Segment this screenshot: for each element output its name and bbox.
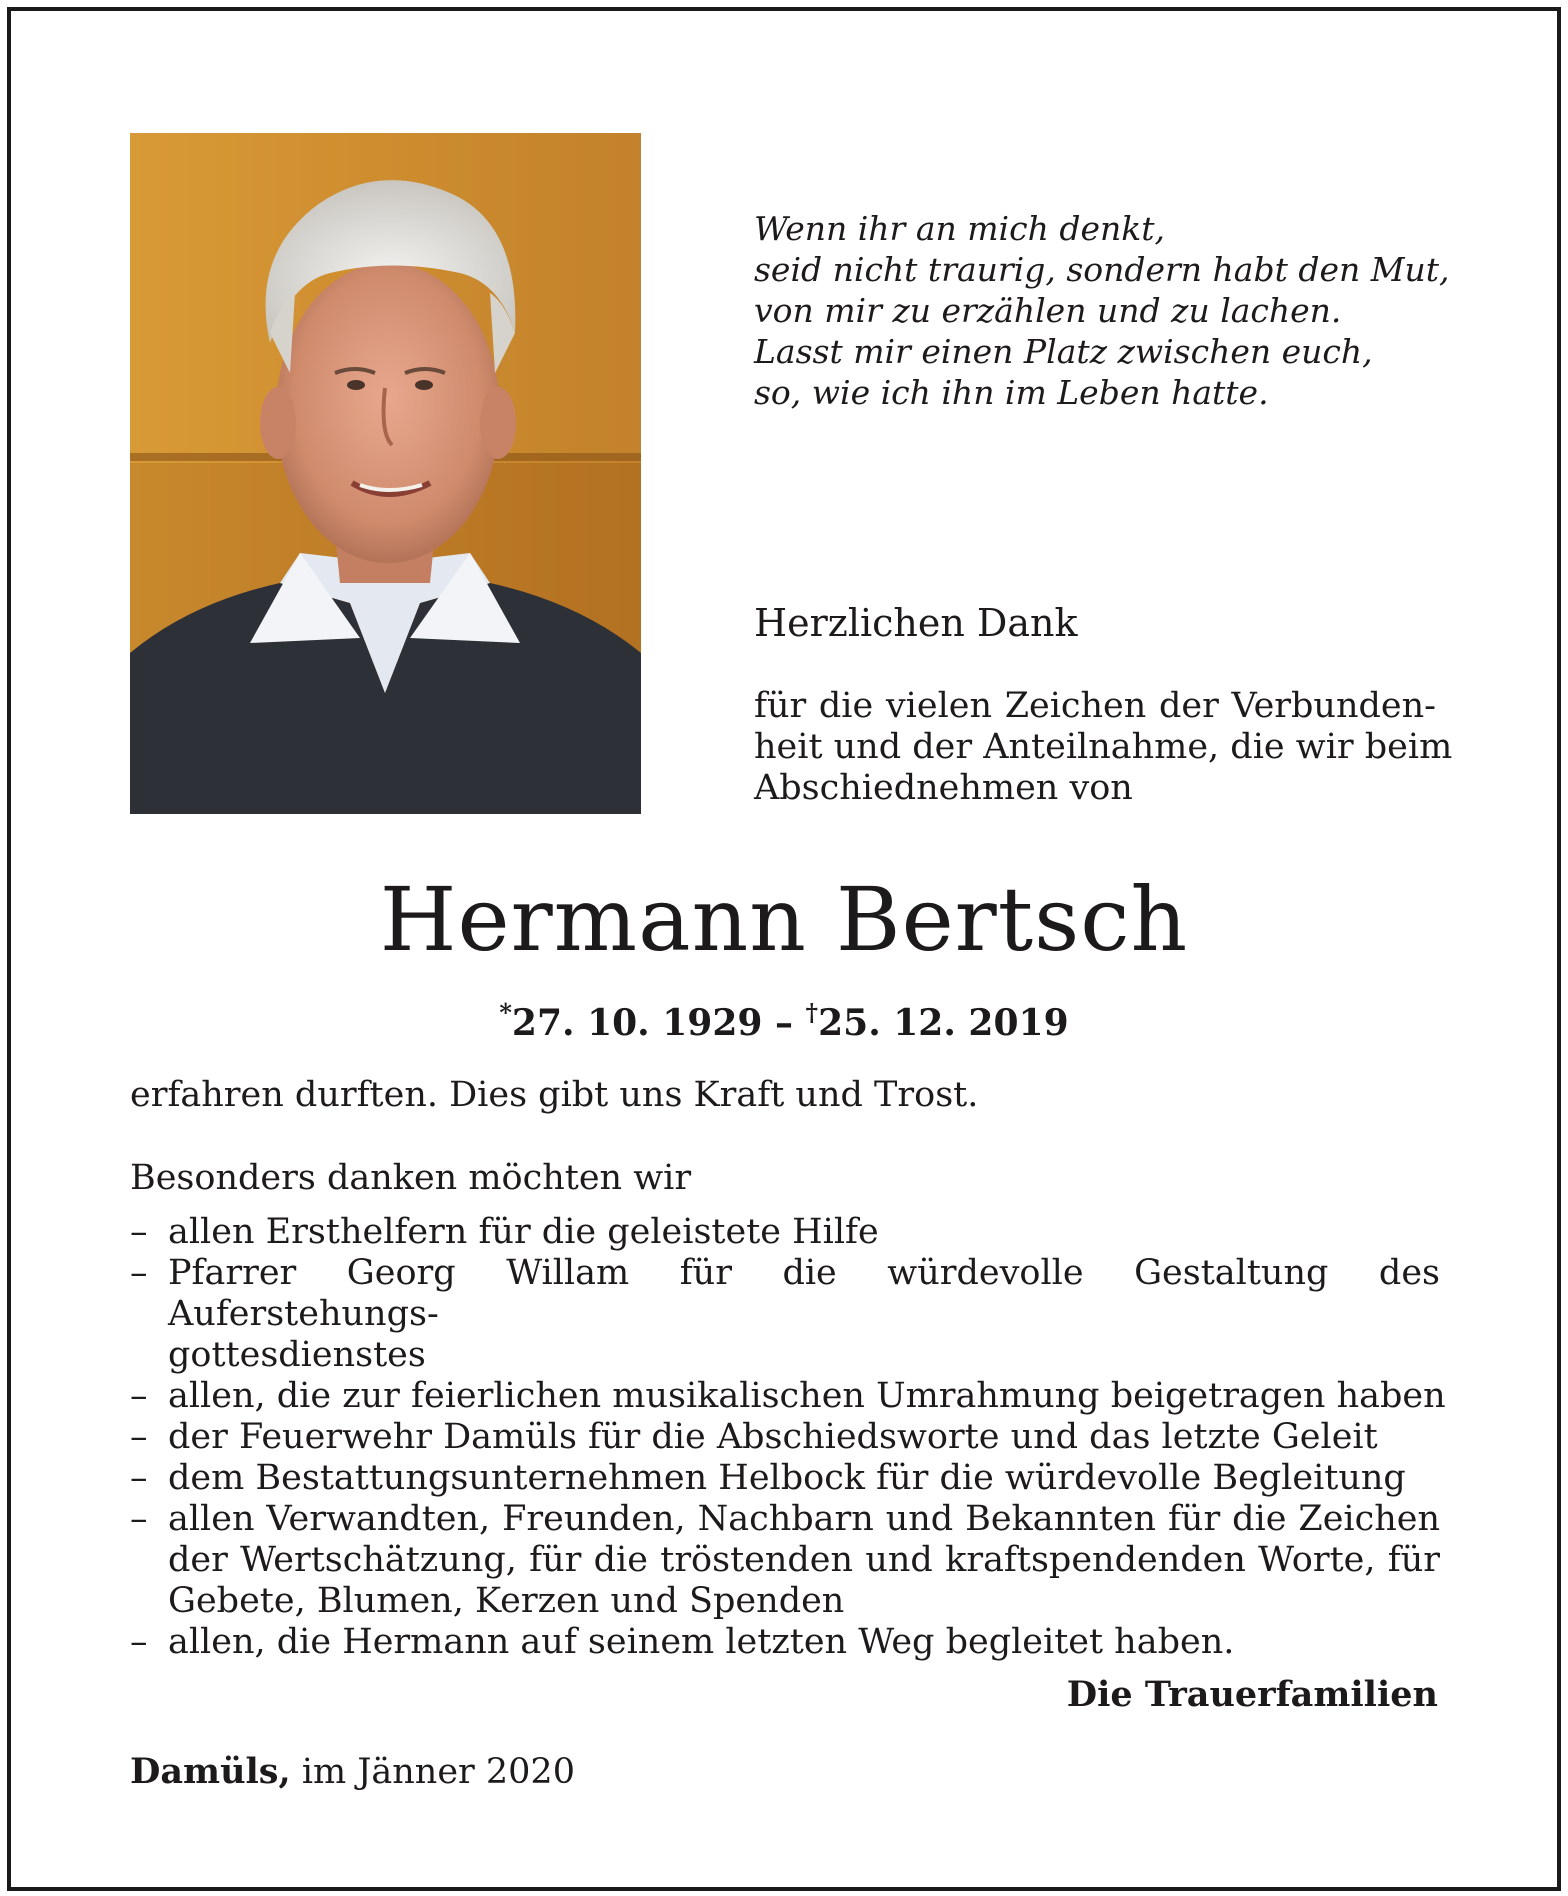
dash-bullet: –	[130, 1622, 148, 1662]
thanks-list-item-text: gottesdienstes	[168, 1335, 426, 1375]
thanks-list-item-text: Gebete, Blumen, Kerzen und Spenden	[168, 1581, 845, 1621]
poem-line: Wenn ihr an mich denkt,	[754, 209, 1165, 248]
thanks-list-item	[130, 1622, 1440, 1663]
thanks-paragraph	[754, 686, 1453, 809]
thanks-heading: Herzlichen Dank	[754, 601, 1078, 645]
poem-line: von mir zu erzählen und zu lachen.	[754, 291, 1342, 330]
birth-date: 27. 10. 1929	[511, 1002, 763, 1044]
dash-bullet: –	[130, 1417, 148, 1457]
thanks-line: Abschiednehmen von	[754, 768, 1133, 808]
thanks-list-item-text: allen Verwandten, Freunden, Nachbarn und Bekannten für die Zeichen	[168, 1499, 1440, 1539]
dash-bullet: –	[130, 1499, 148, 1539]
dash-bullet: –	[130, 1376, 148, 1416]
thanks-list-item-text: der Feuerwehr Damüls für die Abschiedsworte und das letzte Geleit	[168, 1417, 1378, 1457]
portrait-image	[130, 133, 641, 814]
death-symbol: †	[805, 998, 819, 1027]
thanks-list-item	[130, 1458, 1440, 1499]
dash-bullet: –	[130, 1458, 148, 1498]
thanks-list-item-text: dem Bestattungsunternehmen Helbock für die würdevolle Begleitung	[168, 1458, 1406, 1498]
date-separator: –	[762, 1002, 806, 1044]
death-date: 25. 12. 2019	[818, 1002, 1069, 1044]
thanks-list-item	[130, 1499, 1440, 1622]
closing-sentence: erfahren durften. Dies gibt uns Kraft und Trost.	[130, 1075, 979, 1115]
dash-bullet: –	[130, 1212, 148, 1252]
poem-line: so, wie ich ihn im Leben hatte.	[754, 373, 1269, 412]
thanks-line: heit und der Anteilnahme, die wir beim	[754, 727, 1453, 767]
deceased-name: Hermann Bertsch	[379, 868, 1189, 971]
portrait-photo	[130, 133, 641, 814]
thanks-line: für die vielen Zeichen der Verbunden-	[754, 686, 1436, 726]
place-date	[130, 1750, 575, 1794]
thanks-list-item-text: der Wertschätzung, für die tröstenden und kraftspendenden Worte, für	[168, 1540, 1440, 1580]
poem-line: Lasst mir einen Platz zwischen euch,	[754, 332, 1373, 371]
memorial-poem	[754, 208, 1474, 413]
thanks-list-item-text: Pfarrer Georg Willam für die würdevolle Gestaltung des Auferstehungs-	[168, 1253, 1440, 1334]
thanks-list-item	[130, 1253, 1440, 1376]
birth-symbol: *	[499, 998, 512, 1027]
special-thanks-intro: Besonders danken möchten wir	[130, 1158, 692, 1198]
thanks-list-item-text: allen, die Hermann auf seinem letzten Weg begleitet haben.	[168, 1622, 1235, 1662]
life-dates	[0, 990, 1568, 1046]
thanks-list-item-text: allen Ersthelfern für die geleistete Hilfe	[168, 1212, 879, 1252]
poem-line: seid nicht traurig, sondern habt den Mut,	[754, 250, 1450, 289]
special-thanks-list	[130, 1212, 1446, 1663]
thanks-list-item	[130, 1376, 1446, 1417]
dash-bullet: –	[130, 1253, 148, 1293]
signature: Die Trauerfamilien	[1066, 1674, 1438, 1715]
thanks-list-item	[130, 1212, 1440, 1253]
place: Damüls,	[130, 1751, 291, 1792]
date: im Jänner 2020	[290, 1752, 575, 1792]
thanks-list-item-text: allen, die zur feierlichen musikalischen Umrahmung beigetragen haben	[168, 1376, 1446, 1416]
thanks-list-item	[130, 1417, 1440, 1458]
